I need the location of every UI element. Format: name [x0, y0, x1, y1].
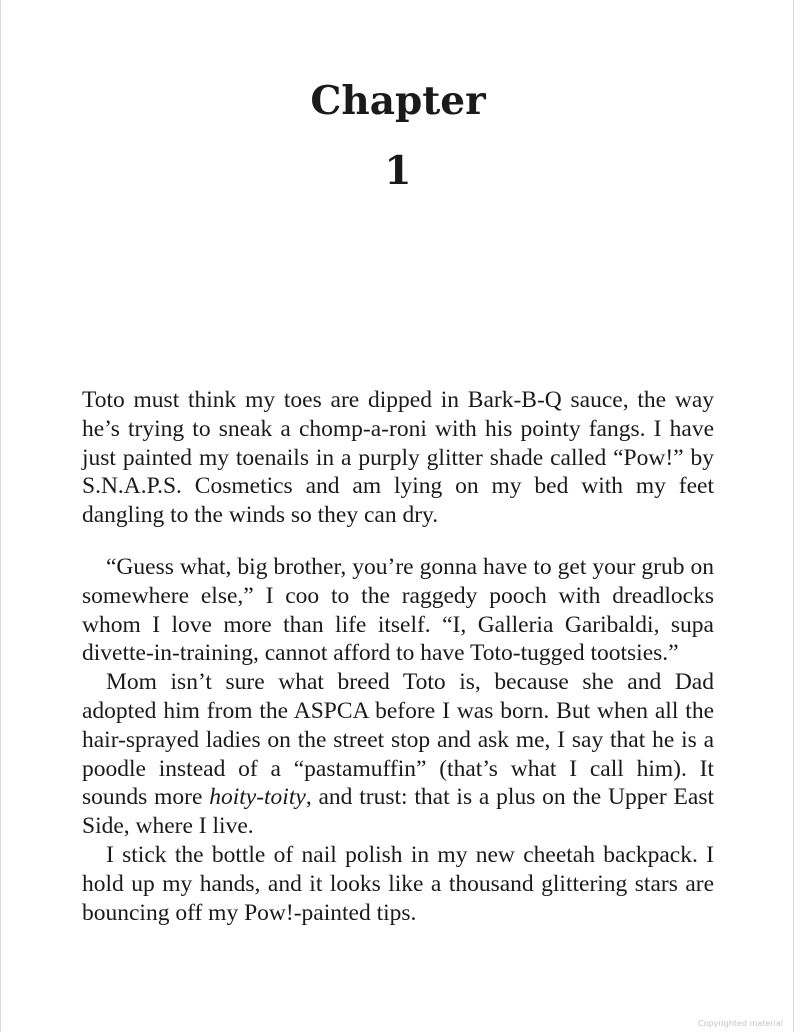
paragraph-3	[82, 668, 714, 841]
paragraph-2: “Guess what, big brother, you’re gonna have to get your grub on somewhere else,” I coo to the raggedy pooch with dreadlocks whom I love more than life itself. “I, Galleria Garibaldi, supa divette-in-training, cannot afford to have Toto-tugged tootsies.”	[82, 554, 714, 667]
chapter-title: Chapter	[310, 78, 486, 124]
paragraph-3-text-start: Mom isn’t sure what breed Toto is, because she and Dad adopted him from the ASPCA before I was born. But when all the hair-sprayed ladies on the street stop and ask me, I say that he is a poodle instead of a “pastamuffin” (that’s what I call him). It sounds more	[82, 669, 714, 811]
body-paragraphs-block	[82, 553, 714, 927]
paragraph-1: Toto must think my toes are dipped in Bark-B-Q sauce, the way he’s trying to sneak a chomp-a-roni with his pointy fangs. I have just painted my toenails in a purply glitter shade called “Pow!” by S.N.A.P.S. Cosmetics and am lying on my bed with my feet dangling to the winds so they can dry.	[82, 387, 714, 529]
paragraph-3-italic-phrase: hoity-toity	[209, 784, 306, 811]
paragraph-4: I stick the bottle of nail polish in my new cheetah backpack. I hold up my hands, and it looks like a thousand glittering stars are bouncing off my Pow!-painted tips.	[82, 841, 714, 926]
copyright-notice: Copyrighted material	[697, 1019, 783, 1028]
paragraph-3-text-end: , and trust: that is a plus on the Upper East Side, where I live.	[82, 784, 715, 840]
chapter-number: 1	[384, 148, 412, 194]
opening-paragraph-block	[82, 386, 714, 530]
